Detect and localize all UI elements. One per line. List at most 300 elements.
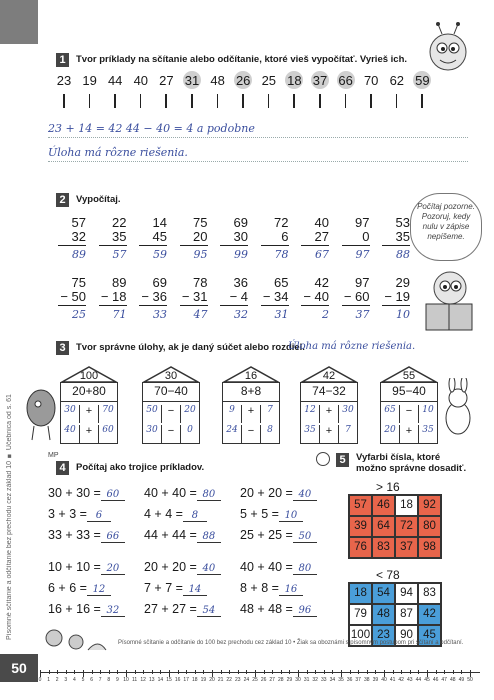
column-problem: [180, 216, 208, 262]
ruler-label: 5: [81, 677, 85, 683]
ruler-tick: [350, 670, 351, 674]
equation-text: 16 + 16 =: [48, 602, 101, 616]
grid-cell[interactable]: 64: [372, 516, 395, 537]
equation-text: 8 + 8 =: [240, 581, 279, 595]
ruler-label: 4: [73, 677, 76, 683]
house-cell: 10: [422, 405, 434, 415]
ruler-tick: [444, 670, 445, 674]
number-tick: [114, 94, 116, 108]
section-3-number: 3: [56, 341, 69, 355]
equation-text: 6 + 6 =: [48, 581, 87, 595]
equation-answer: 40: [293, 489, 317, 501]
house-cell: 35: [422, 425, 434, 435]
number-line-value: 31: [184, 73, 200, 88]
grid-2-label: < 78: [376, 568, 400, 582]
equation-text: 5 + 5 =: [240, 507, 279, 521]
equation-text: 40 + 40 =: [240, 560, 293, 574]
ruler-tick: [281, 670, 282, 674]
operand-top: 40: [314, 215, 329, 230]
answer: 57: [112, 248, 127, 261]
ruler-tick: [427, 670, 428, 677]
ruler-tick: [264, 670, 265, 674]
equation-answer: 32: [101, 605, 125, 617]
column-problem: [261, 276, 289, 322]
ruler-label: 2: [55, 677, 59, 683]
equation-answer: 20: [101, 563, 125, 575]
section-3-instruction: Tvor správne úlohy, ak je daný súčet alebo rozdiel.: [76, 342, 305, 353]
section-1-handwriting-2: Úloha má rôzne riešenia.: [48, 146, 188, 159]
result-line: [301, 305, 329, 306]
result-line: [58, 245, 86, 246]
column-problem: [99, 216, 127, 262]
ruler-tick: [238, 670, 239, 674]
grid-cell[interactable]: 57: [349, 495, 372, 516]
grid-cell[interactable]: 87: [395, 604, 418, 625]
ruler-label: 0: [38, 677, 42, 683]
operand-bottom: − 36: [141, 289, 167, 304]
column-problem: [342, 276, 370, 322]
grid-cell[interactable]: 83: [418, 583, 441, 604]
sidebar-text: Písomné sčítanie a odčítanie bez prechodu cez základ 10 ■ Učebnica od s. 61: [6, 394, 13, 640]
answer: 99: [234, 248, 248, 261]
equation-text: 10 + 10 =: [48, 560, 101, 574]
section-5-instruction-1: Vyfarbi čísla, ktoré: [356, 452, 441, 463]
writing-line: [48, 161, 468, 162]
number-line-value: 48: [210, 73, 225, 88]
ruler-label: 45: [424, 677, 430, 683]
house-roof-number: 30: [164, 370, 178, 382]
number-tick: [268, 94, 270, 108]
equation-text: 20 + 20 =: [144, 560, 197, 574]
house-cell: +: [80, 405, 99, 423]
ruler-tick: [401, 670, 402, 674]
house-body: [380, 382, 438, 444]
house-cell: 12: [301, 405, 320, 423]
operand-bottom: − 34: [262, 289, 289, 304]
ruler-tick: [152, 670, 153, 674]
operand-top: 53: [395, 215, 410, 230]
ruler-label: 34: [329, 677, 336, 683]
ruler-label: 11: [131, 677, 138, 683]
house-cell: +: [80, 425, 99, 443]
ruler-tick: [470, 670, 471, 677]
number-tick: [140, 94, 142, 108]
number-tick: [421, 94, 423, 108]
ruler-tick: [49, 670, 50, 674]
equation: [48, 507, 111, 522]
ruler-tick: [126, 670, 127, 677]
grid-cell[interactable]: 92: [418, 495, 441, 516]
house-row: [143, 425, 199, 443]
ruler-tick: [117, 670, 118, 674]
house-cell: 30: [143, 425, 162, 443]
ruler-label: 36: [346, 677, 353, 683]
operand-bottom: − 60: [343, 289, 370, 304]
equation: [48, 602, 125, 617]
equation-answer: 12: [87, 584, 111, 596]
grid-cell[interactable]: 94: [395, 583, 418, 604]
house-cell: +: [320, 405, 339, 423]
equation-answer: 88: [197, 531, 221, 543]
ruler-label: 25: [252, 677, 258, 683]
house-cell: 24: [223, 425, 242, 443]
equation-text: 48 + 48 =: [240, 602, 293, 616]
operand-bottom: − 4: [229, 289, 248, 304]
ruler-label: 24: [243, 677, 250, 683]
number-line-value: 70: [363, 73, 379, 88]
ruler-label: 17: [183, 677, 189, 683]
number-line-value: 18: [287, 73, 302, 88]
ruler-label: 21: [217, 677, 224, 683]
result-line: [99, 245, 127, 246]
section-4-instruction: Počítaj ako trojice príkladov.: [76, 462, 205, 473]
ruler-label: 43: [407, 677, 413, 683]
rabbit-illustration: [436, 378, 480, 442]
ruler-tick: [135, 670, 136, 674]
ruler-label: 20: [209, 677, 215, 683]
house-cell: 9: [223, 405, 242, 423]
ruler-tick: [66, 670, 67, 674]
house: [222, 366, 280, 446]
number-tick: [293, 94, 295, 108]
house-cell: 0: [187, 425, 193, 435]
operand-top: 36: [233, 275, 248, 290]
ruler-label: 18: [192, 677, 198, 683]
house-body: [300, 382, 358, 444]
ruler-label: 46: [432, 677, 439, 683]
answer: 47: [193, 308, 208, 321]
house-task: 8+8: [223, 384, 279, 402]
result-line: [220, 245, 248, 246]
operand-top: 42: [314, 275, 329, 290]
strategy-icon: [316, 452, 330, 466]
house-task: 74−32: [301, 384, 357, 402]
column-problem: [301, 276, 329, 322]
grid-cell[interactable]: 23: [372, 625, 395, 646]
equation: [144, 560, 221, 575]
ruler-label: 9: [116, 677, 119, 683]
column-problem: [342, 216, 370, 262]
ruler-label: 8: [107, 677, 111, 683]
result-line: [382, 245, 410, 246]
column-problem: [301, 216, 329, 262]
equation-text: 33 + 33 =: [48, 528, 101, 542]
house-task: 70−40: [143, 384, 199, 402]
house-body: [222, 382, 280, 444]
house-cell: 7: [267, 405, 273, 415]
house-roof-number: 16: [244, 370, 258, 382]
ruler-tick: [367, 670, 368, 674]
number-line-value: 44: [107, 73, 123, 88]
equation-answer: 80: [197, 489, 221, 501]
operand-bottom: 20: [193, 229, 208, 244]
house-cell: 7: [345, 425, 351, 435]
equation: [144, 602, 221, 617]
ruler-tick: [307, 670, 308, 674]
operand-top: 29: [395, 275, 410, 290]
grid-cell[interactable]: 48: [372, 604, 395, 625]
ruler-tick: [324, 670, 325, 674]
operand-bottom: − 50: [60, 289, 86, 304]
equation: [240, 560, 317, 575]
result-line: [261, 305, 289, 306]
house-cell: 60: [102, 425, 114, 435]
number-line-value: 66: [338, 73, 353, 88]
result-line: [99, 305, 127, 306]
equation-text: 7 + 7 =: [144, 581, 183, 595]
section-1-handwriting-1: 23 + 14 = 42 44 − 40 = 4 a podobne: [48, 122, 255, 135]
answer: 95: [193, 248, 208, 261]
column-problem: [261, 216, 289, 262]
house-task: 95−40: [381, 384, 437, 402]
equation-text: 3 + 3 =: [48, 507, 87, 521]
grid-cell[interactable]: 45: [418, 625, 441, 646]
house-row: [61, 425, 117, 443]
equation-text: 25 + 25 =: [240, 528, 293, 542]
ruler-label: 15: [166, 677, 172, 683]
ruler-label: 10: [123, 677, 129, 683]
house-row: [61, 405, 117, 423]
house: [60, 366, 118, 446]
ruler-tick: [169, 670, 170, 677]
number-tick: [370, 94, 372, 108]
number-line-value: 40: [133, 73, 149, 88]
result-line: [342, 245, 370, 246]
ruler-label: 44: [415, 677, 422, 683]
ruler-tick: [410, 670, 411, 674]
answer: 25: [72, 308, 86, 321]
grid-cell[interactable]: 18: [349, 583, 372, 604]
grid-cell[interactable]: 18: [395, 495, 418, 516]
house-row: [223, 425, 279, 443]
ruler-label: 38: [364, 677, 370, 683]
ruler-label: 7: [98, 677, 102, 683]
ruler-tick: [272, 670, 273, 674]
equation: [144, 507, 207, 522]
number-tick: [345, 94, 347, 108]
ruler-tick: [212, 670, 213, 677]
house-roof-number: 100: [79, 370, 99, 382]
house-cell: 20: [381, 425, 400, 443]
operand-top: 69: [152, 275, 167, 290]
answer: 37: [355, 308, 370, 321]
grid-cell[interactable]: 54: [372, 583, 395, 604]
equation-answer: 96: [293, 605, 317, 617]
grid-cell[interactable]: 80: [418, 516, 441, 537]
operand-bottom: 45: [152, 229, 167, 244]
operand-bottom: 35: [112, 229, 127, 244]
equation-answer: 50: [293, 531, 317, 543]
hedgehog-illustration: [22, 378, 60, 442]
ruler-label: 1: [47, 677, 50, 683]
house: [142, 366, 200, 446]
operand-bottom: − 19: [384, 289, 410, 304]
ruler-tick: [289, 670, 290, 674]
operand-bottom: 35: [395, 229, 410, 244]
ruler-tick: [436, 670, 437, 674]
house-task: 20+80: [61, 384, 117, 402]
result-line: [342, 305, 370, 306]
equation-answer: 14: [183, 584, 207, 596]
ruler-label: 47: [441, 677, 447, 683]
section-5-number: 5: [336, 453, 349, 467]
ruler-label: 27: [269, 677, 275, 683]
equation: [144, 581, 207, 596]
operand-bottom: − 40: [303, 289, 329, 304]
section-1-number: 1: [56, 53, 69, 67]
ruler-label: 6: [90, 677, 93, 683]
section-2-number: 2: [56, 193, 69, 207]
answer: 78: [274, 248, 289, 261]
equation-answer: 80: [293, 563, 317, 575]
equation-answer: 66: [101, 531, 125, 543]
ruler-tick: [393, 670, 394, 674]
house-row: [223, 405, 279, 423]
grid-cell[interactable]: 79: [349, 604, 372, 625]
grid-cell[interactable]: 37: [395, 537, 418, 558]
grid-cell[interactable]: 100: [349, 625, 372, 646]
result-line: [301, 245, 329, 246]
result-line: [220, 305, 248, 306]
number-grid-1: [348, 494, 442, 559]
ruler-tick: [92, 670, 93, 674]
ruler-tick: [453, 670, 454, 674]
house-cell: 30: [342, 405, 354, 415]
ruler-tick: [229, 670, 230, 674]
operand-bottom: 0: [362, 229, 370, 244]
column-problem: [139, 276, 167, 322]
house-roof-number: 42: [322, 370, 336, 382]
answer: 2: [322, 308, 329, 321]
ruler-tick: [384, 670, 385, 677]
number-line-value: 25: [261, 73, 277, 88]
operand-bottom: 30: [233, 229, 248, 244]
ruler-label: 3: [64, 677, 68, 683]
ruler-tick: [195, 670, 196, 674]
equation: [240, 528, 317, 543]
house-cell: 50: [143, 405, 162, 423]
number-line-value: 59: [415, 73, 430, 88]
equation: [48, 486, 125, 501]
answer: 10: [396, 308, 410, 321]
ruler-label: 33: [321, 677, 327, 683]
house-body: [60, 382, 118, 444]
grid-cell[interactable]: 72: [395, 516, 418, 537]
equation: [48, 560, 125, 575]
result-line: [139, 245, 167, 246]
ruler-label: 41: [389, 677, 396, 683]
answer: 97: [355, 248, 370, 261]
ruler-label: 23: [235, 677, 241, 683]
answer: 71: [112, 308, 127, 321]
operand-top: 97: [355, 275, 370, 290]
equation-text: 4 + 4 =: [144, 507, 183, 521]
bugs-illustration: [40, 620, 110, 660]
grid-cell[interactable]: 90: [395, 625, 418, 646]
column-problem: [382, 216, 410, 262]
house-roof-number: 55: [402, 370, 416, 382]
operand-bottom: 6: [281, 229, 289, 244]
operand-bottom: − 18: [100, 289, 127, 304]
operand-top: 57: [71, 215, 86, 230]
equation: [240, 486, 317, 501]
number-line-value: 23: [56, 73, 72, 88]
equation: [240, 581, 303, 596]
ruler-tick: [332, 670, 333, 674]
equation-answer: 16: [279, 584, 303, 596]
grid-cell[interactable]: 76: [349, 537, 372, 558]
answer: 89: [72, 248, 86, 261]
ruler-label: 13: [149, 677, 155, 683]
house-cell: −: [162, 405, 181, 423]
equation: [48, 581, 111, 596]
ruler-tick: [358, 670, 359, 674]
answer: 67: [315, 248, 329, 261]
ruler-label: 50: [467, 677, 473, 683]
ruler-label: 29: [286, 677, 293, 683]
equation: [240, 602, 317, 617]
house-cell: +: [320, 425, 339, 443]
column-problem: [58, 216, 86, 262]
ruler-tick: [375, 670, 376, 674]
grid-cell[interactable]: 46: [372, 495, 395, 516]
ruler-tick: [57, 670, 58, 674]
grid-cell[interactable]: 83: [372, 537, 395, 558]
operand-top: 89: [112, 275, 127, 290]
grid-cell[interactable]: 98: [418, 537, 441, 558]
bug-illustration: [420, 20, 472, 80]
ruler-label: 22: [226, 677, 232, 683]
grid-cell[interactable]: 42: [418, 604, 441, 625]
house-cell: 65: [381, 405, 400, 423]
ruler-tick: [160, 670, 161, 674]
ruler-label: 31: [303, 677, 310, 683]
reading-bug-illustration: [420, 266, 478, 336]
section-1-instruction: Tvor príklady na sčítanie alebo odčítanie, ktoré vieš vypočítať. Vyrieš ich.: [76, 54, 408, 65]
column-problem: [58, 276, 86, 322]
result-line: [261, 245, 289, 246]
house-cell: 35: [301, 425, 320, 443]
house-body: [142, 382, 200, 444]
mp-label: MP: [48, 452, 59, 459]
operand-top: 72: [274, 215, 289, 230]
ruler-label: 16: [174, 677, 181, 683]
house-row: [143, 405, 199, 423]
house-cell: 70: [102, 405, 114, 415]
house-cell: 8: [267, 425, 273, 435]
grid-cell[interactable]: 39: [349, 516, 372, 537]
section-3-handwriting: Úloha má rôzne riešenia.: [288, 341, 416, 352]
equation-text: 20 + 20 =: [240, 486, 293, 500]
answer: 59: [153, 248, 167, 261]
operand-top: 22: [112, 215, 127, 230]
result-line: [139, 305, 167, 306]
answer: 88: [396, 248, 410, 261]
ruler-tick: [315, 670, 316, 674]
ruler-tick: [178, 670, 179, 674]
number-tick: [217, 94, 219, 108]
house-row: [301, 425, 357, 443]
result-line: [180, 305, 208, 306]
equation-text: 40 + 40 =: [144, 486, 197, 500]
house-row: [381, 405, 437, 423]
ruler-tick: [461, 670, 462, 674]
operand-bottom: − 31: [181, 289, 208, 304]
operand-top: 78: [193, 275, 208, 290]
writing-line: [48, 137, 468, 138]
ruler-label: 49: [458, 677, 465, 683]
section-2-instruction: Vypočítaj.: [76, 194, 121, 205]
